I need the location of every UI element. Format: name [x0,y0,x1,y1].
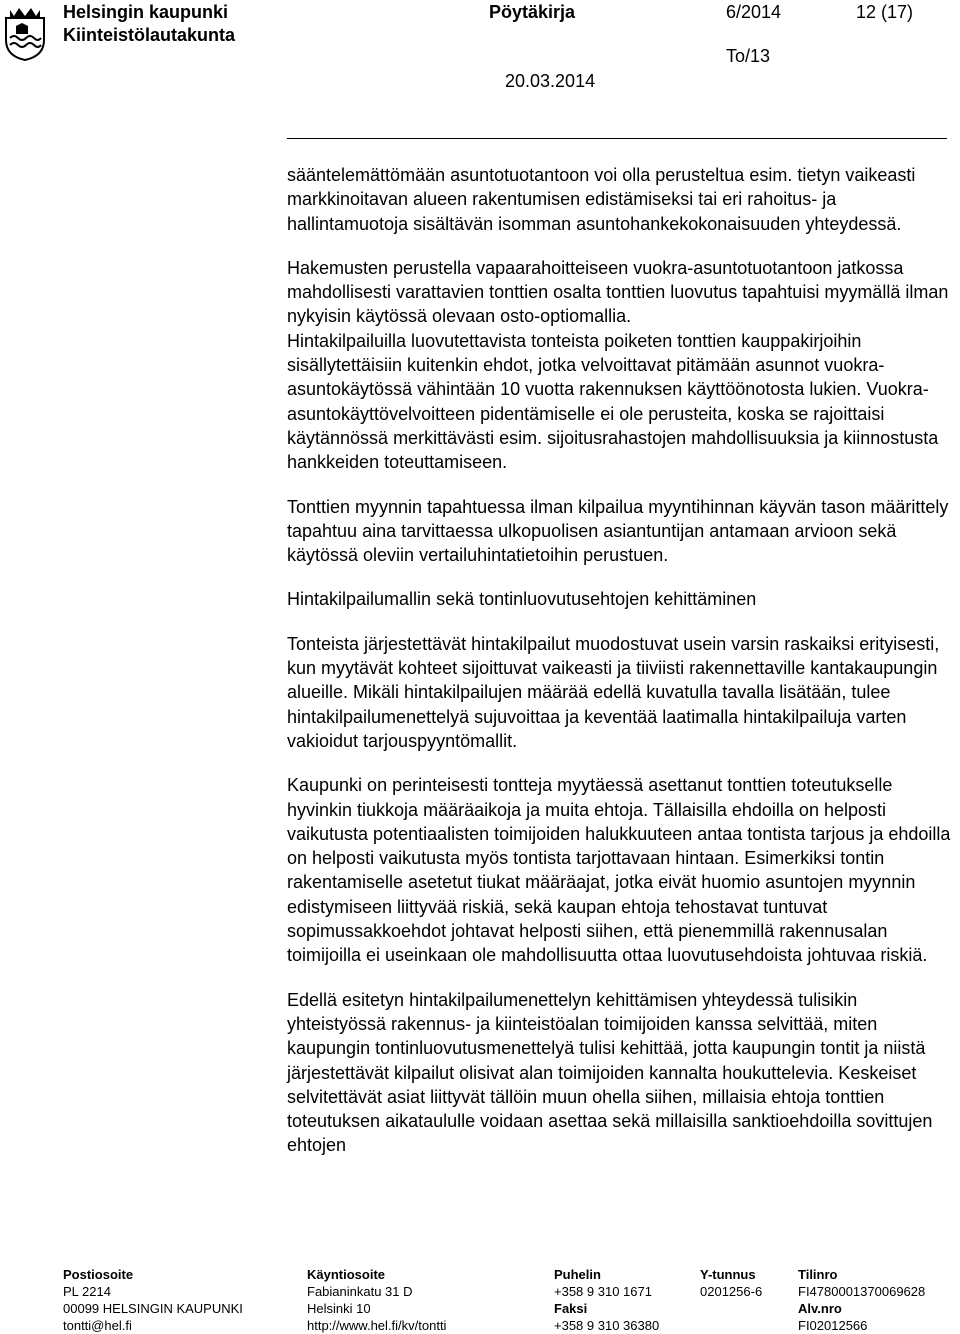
footer-value: +358 9 310 1671 [554,1284,652,1299]
footer-heading: Postiosoite [63,1267,134,1282]
paragraph: Kaupunki on perinteisesti tontteja myytäessä asettanut tonttien toteutukselle hyvinkin tiukkoja määräaikoja ja muita ehtoja. Tällaisilla ehdoilla on helposti vaikutusta potentiaalisten toimijoiden halukkuuteen antaa tontista tarjous ja ehdoilla on helposti vaikutusta myös tontista tarjottavaan hintaan. Esimerkiksi tontin rakentamiselle asetetut tiukat määräajat, jotka eivät huomio asuntojen myynnin edistymiseen liittyvää riskiä, sekä kaupan ehtoja tehostavat tuntuvat sopimussakkoehdot johtavat helposti siihen, että pienemmillä rakennusalan toimijoilla ei useinkaan ole mahdollisuutta ottaa luovutusehdoista johtuvaa riskiä. [287,775,951,966]
paragraph: Hintakilpailuilla luovutettavista tonteista poiketen tonttien kauppakirjoihin sisällytettäisiin kuitenkin ehdot, jotka velvoittavat pitämään asunnot vuokra-asuntokäytössä vähintään 10 vuotta rakennuksen käyttöönotosta lukien. Vuokra-asuntokäyttövelvoitteen pidentämiselle ei ole perusteita, koska se rajoittaisi käytännössä merkittävästi esim. sijoitusrahastojen mahdollisuuksia ja kiinnostusta hankkeiden toteuttamiseen. [287,330,939,473]
footer-website-link[interactable]: http://www.hel.fi/kv/tontti [307,1318,447,1333]
section-code: To/13 [726,46,771,66]
board-name: Kiinteistölautakunta [63,25,236,45]
org-name: Helsingin kaupunki [63,2,229,22]
footer-email-link[interactable]: tontti@hel.fi [63,1318,132,1333]
paragraph: Hakemusten perustella vapaarahoitteiseen vuokra-asuntotuotantoon jatkossa mahdollisesti varattavien tonttien osalta tonttien luovutus tapahtuisi myymällä ilman nykyisin käytössä olevaan osto-optiomallia. [287,257,949,327]
footer-heading: Käyntiosoite [307,1267,386,1282]
footer-heading: Faksi [554,1301,588,1316]
header-divider [287,138,947,139]
footer-heading: Alv.nro [798,1301,842,1316]
footer-value: 00099 HELSINGIN KAUPUNKI [63,1301,243,1316]
footer-heading: Y-tunnus [700,1267,756,1282]
footer-account [798,1266,925,1334]
document-type: Pöytäkirja [489,2,576,22]
paragraph: sääntelemättömään asuntotuotantoon voi olla perusteltua esim. tietyn vaikeasti markkinoitavan alueen rakentumisen edistämiseksi tai eri rahoitus- ja hallintamuotoja sisältävän isomman asuntohankekokonaisuuden yhteydessä. [287,165,916,234]
page-info: 12 (17) [856,2,914,22]
footer-value: PL 2214 [63,1284,111,1299]
footer-value: FI4780001370069628 [798,1284,926,1299]
section-heading: Hintakilpailumallin sekä tontinluovutusehtojen kehittäminen [287,589,757,610]
footer-value: +358 9 310 36380 [554,1318,660,1333]
footer-value: FI02012566 [798,1318,868,1333]
document-number: 6/2014 [726,2,782,22]
footer-value: 0201256-6 [700,1284,763,1299]
footer-phone [554,1266,659,1334]
footer-value: Fabianinkatu 31 D [307,1284,413,1299]
paragraph: Tonttien myynnin tapahtuessa ilman kilpailua myyntihinnan käyvän tason määrittely tapahtuu aina tarvittaessa ulkopuolisen asiantuntijan antamaan arvioon sekä käytössä oleviin vertailuhintatietoihin perustuen. [287,496,949,566]
footer-heading: Tilinro [798,1267,838,1282]
document-body [287,163,957,1178]
paragraph: Tonteista järjestettävät hintakilpailut muodostuvat usein varsin raskaiksi erityisesti, kun myytävät kohteet sijoittuvat vaikeasti ja tiiviisti rakennettaville kantakaupungin alueille. Mikäli hintakilpailujen määrää edellä kuvatulla tavalla lisätään, tulee hintakilpailumenettelyä sujuvoittaa ja keventää laatimalla hintakilpailuja varten vakioidut tarjouspyyntömallit. [287,633,940,751]
footer-heading: Puhelin [554,1267,601,1282]
footer-postal-address [63,1266,243,1334]
footer-value: Helsinki 10 [307,1301,371,1316]
footer-visiting-address [307,1266,446,1334]
footer-business-id [700,1266,762,1300]
meeting-date: 20.03.2014 [505,71,596,91]
helsinki-coat-of-arms-logo [4,4,46,62]
paragraph: Edellä esitetyn hintakilpailumenettelyn kehittämisen yhteydessä tulisikin yhteistyössä rakennus- ja kiinteistöalan toimijoiden kanssa selvittää, miten kaupungin tontinluovutusmenettelyä tulisi kehittää, jotta kaupungin tontit ja niistä järjestettävät kilpailut olisivat alan toimijoiden kannalta houkuttelevia. Keskeiset selvitettävät asiat liittyvät tällöin muun ohella siihen, millaisia ehtoja tonttien toteutuksen aikataululle voidaan asettaa sekä millaisilla sanktioehdoilla sovittujen ehtojen [287,989,933,1156]
